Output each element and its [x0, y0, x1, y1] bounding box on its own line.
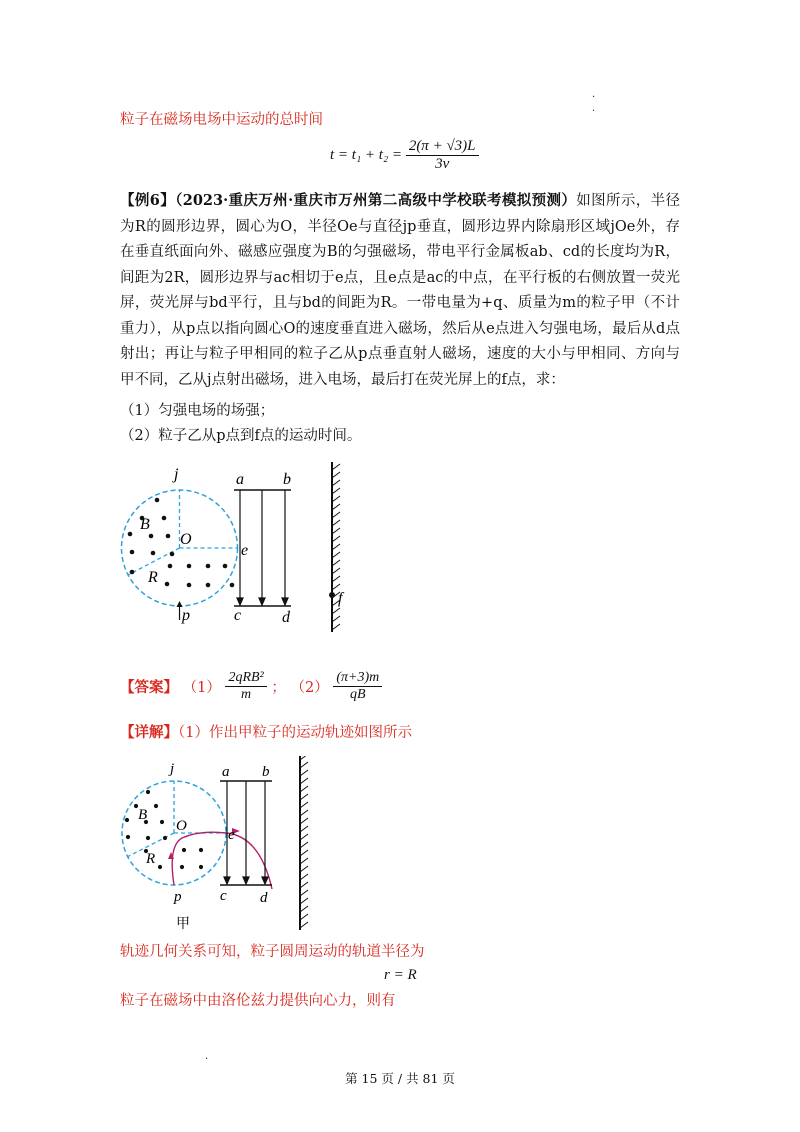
- trajectory-magnetic: [172, 832, 226, 885]
- label-p: p: [174, 889, 182, 905]
- label-j: j: [170, 761, 175, 777]
- formula-radius: r = R: [384, 967, 417, 983]
- question-2: （2）粒子乙从p点到f点的运动时间。: [120, 428, 362, 444]
- formula-fraction: [406, 138, 479, 173]
- figure-caption: 甲: [176, 917, 190, 932]
- answer-2-fraction: [333, 670, 382, 703]
- magnetic-field-dots: [125, 790, 203, 869]
- label-e: e: [228, 827, 235, 843]
- example-source: （2023·重庆万州·重庆市万州第二高级中学校联考模拟预测）: [175, 192, 577, 209]
- label-a: a: [236, 471, 244, 488]
- formula-numerator: 2(π + √3)L: [406, 138, 479, 156]
- answer-1-fraction: [225, 670, 266, 703]
- answer-2-den: qB: [350, 687, 366, 702]
- formula-lhs: t = t₁ + t₂ =: [330, 147, 403, 163]
- label-e: e: [241, 542, 249, 559]
- answer-1-num: 2qRB²: [225, 670, 266, 687]
- label-B: B: [138, 807, 148, 823]
- answer-1-den: m: [241, 687, 252, 702]
- label-b: b: [283, 471, 291, 488]
- screen-hatching: [300, 756, 308, 928]
- label-p: p: [182, 607, 190, 624]
- header-dot: .: [592, 89, 596, 100]
- point-f: [329, 592, 335, 598]
- formula-total-time: [330, 138, 479, 173]
- answer-line: [120, 670, 382, 703]
- detail-line: [120, 720, 412, 746]
- answer-2-num: (π+3)m: [333, 670, 382, 687]
- label-d: d: [282, 609, 290, 626]
- label-R: R: [148, 569, 158, 586]
- header-dot-2: .: [592, 103, 596, 114]
- example-tag: 【例6】: [120, 192, 176, 209]
- label-O: O: [180, 531, 192, 548]
- page-footer: 第 15 页 / 共 81 页: [345, 1071, 455, 1086]
- question-1: （1）匀强电场的场强；: [120, 403, 275, 419]
- label-f: f: [338, 590, 343, 607]
- answer-tag: 【答案】: [120, 679, 178, 696]
- label-B: B: [140, 516, 150, 533]
- label-b: b: [262, 764, 270, 780]
- answer-p2: （2）: [290, 680, 329, 696]
- detail-tag: 【详解】: [120, 724, 178, 741]
- figure-2-diagram: [110, 756, 320, 934]
- label-R: R: [146, 851, 156, 867]
- bottom-dot: .: [205, 1051, 209, 1062]
- formula-denominator: 3v: [435, 156, 450, 172]
- answer-sep: ；: [271, 680, 286, 696]
- label-O: O: [176, 818, 187, 834]
- label-c: c: [220, 888, 227, 904]
- label-a: a: [222, 764, 230, 780]
- label-j: j: [174, 466, 179, 483]
- label-c: c: [234, 607, 242, 624]
- answer-p1: （1）: [182, 680, 221, 696]
- figure-1-diagram: [110, 462, 360, 632]
- example-paragraph: [120, 188, 680, 393]
- detail-text: （1）作出甲粒子的运动轨迹如图所示: [178, 725, 412, 741]
- example-body: 如图所示，半径为R的圆形边界，圆心为O，半径Oe与直径jp垂直，圆形边界内除扇形区域jOe外，存在垂直纸面向外、磁感应强度为B的匀强磁场，带电平行金属板ab、cd的长度均为R，间距为2R，圆形边界与ac相切于e点，且e点是ac的中点，在平行板的右侧放置一荧光屏，荧光屏与bd平行，且与bd的间距为R。一带电量为+q、质量为m的粒子甲（不计重力），从p点以指向圆心O的速度垂直进入磁场，然后从e点进入匀强电场，最后从d点射出；再让与粒子甲相同的粒子乙从p点垂直射人磁场，速度的大小与甲相同、方向与甲不同，乙从j点射出磁场，进入电场，最后打在荧光屏上的f点，求：: [120, 193, 681, 388]
- geometry-line: 轨迹几何关系可知，粒子圆周运动的轨道半径为: [120, 944, 425, 960]
- lorentz-line: 粒子在磁场中由洛伦兹力提供向心力，则有: [120, 993, 396, 1009]
- total-time-line: 粒子在磁场电场中运动的总时间: [120, 112, 323, 128]
- label-d: d: [260, 890, 268, 906]
